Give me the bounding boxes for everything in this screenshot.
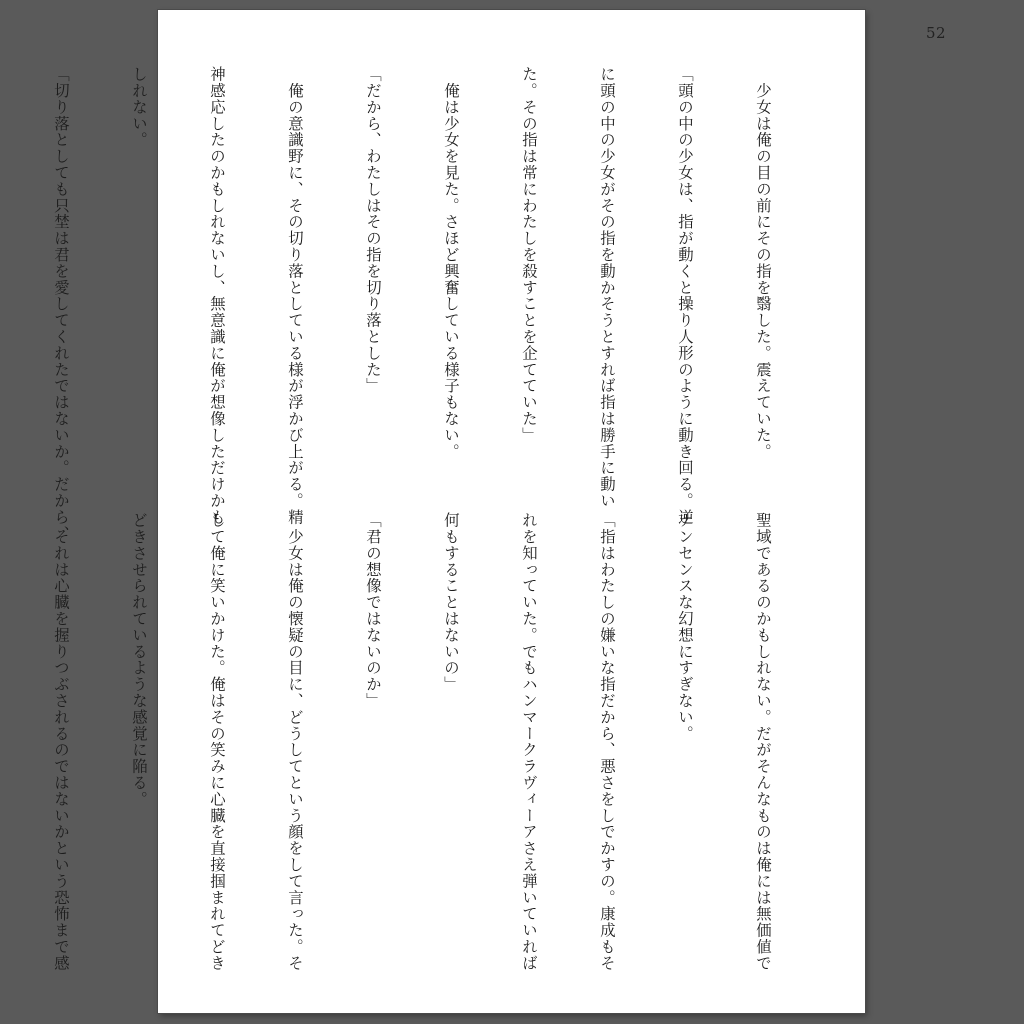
text-line: に頭の中の少女がその指を動かそうとすれば指は勝手に動い <box>598 66 616 509</box>
text-line: ナンセンスな幻想にすぎない。 <box>676 512 694 742</box>
text-line: 神感応したのかもしれないし、無意識に俺が想像しただけかも <box>208 66 226 526</box>
text-line: 聖域であるのかもしれない。だがそんなものは俺には無価値で <box>754 512 772 972</box>
text-line: どきさせられているような感覚に陥る。 <box>130 512 148 808</box>
text-line: 「切り落としても只埜は君を愛してくれたではないか。だから、 <box>52 66 70 542</box>
lower-text-block <box>52 512 828 972</box>
text-line: して俺に笑いかけた。俺はその笑みに心臓を直接掴まれてどき <box>208 512 226 972</box>
text-line: 「君の想像ではないのか」 <box>364 512 382 709</box>
text-line: 少女は俺の懐疑の目に、どうしてという顔をして言った。そ <box>286 512 304 972</box>
upper-text-block <box>52 66 828 542</box>
text-line: 「指はわたしの嫌いな指だから、悪さをしでかすの。康成もそ <box>598 512 616 972</box>
text-line: 俺の意識野に、その切り落としている様が浮かび上がる。精 <box>286 66 304 526</box>
text-line: た。その指は常にわたしを殺すことを企てていた」 <box>520 66 538 444</box>
text-line: 「頭の中の少女は、指が動くと操り人形のように動き回る。逆 <box>676 66 694 526</box>
text-line: 少女は俺の目の前にその指を翳した。震えていた。 <box>754 66 772 460</box>
text-line: 「だから、わたしはその指を切り落とした」 <box>364 66 382 394</box>
text-line: 何もすることはないの」 <box>442 512 460 693</box>
text-line: しれない。 <box>130 66 148 148</box>
text-line: それは心臓を握りつぶされるのではないかという恐怖まで感 <box>52 512 70 972</box>
text-line: れを知っていた。でもハンマークラヴィーアさえ弾いていれば <box>520 512 538 972</box>
page-number: 52 <box>926 24 947 42</box>
text-line: 俺は少女を見た。さほど興奮している様子もない。 <box>442 66 460 460</box>
